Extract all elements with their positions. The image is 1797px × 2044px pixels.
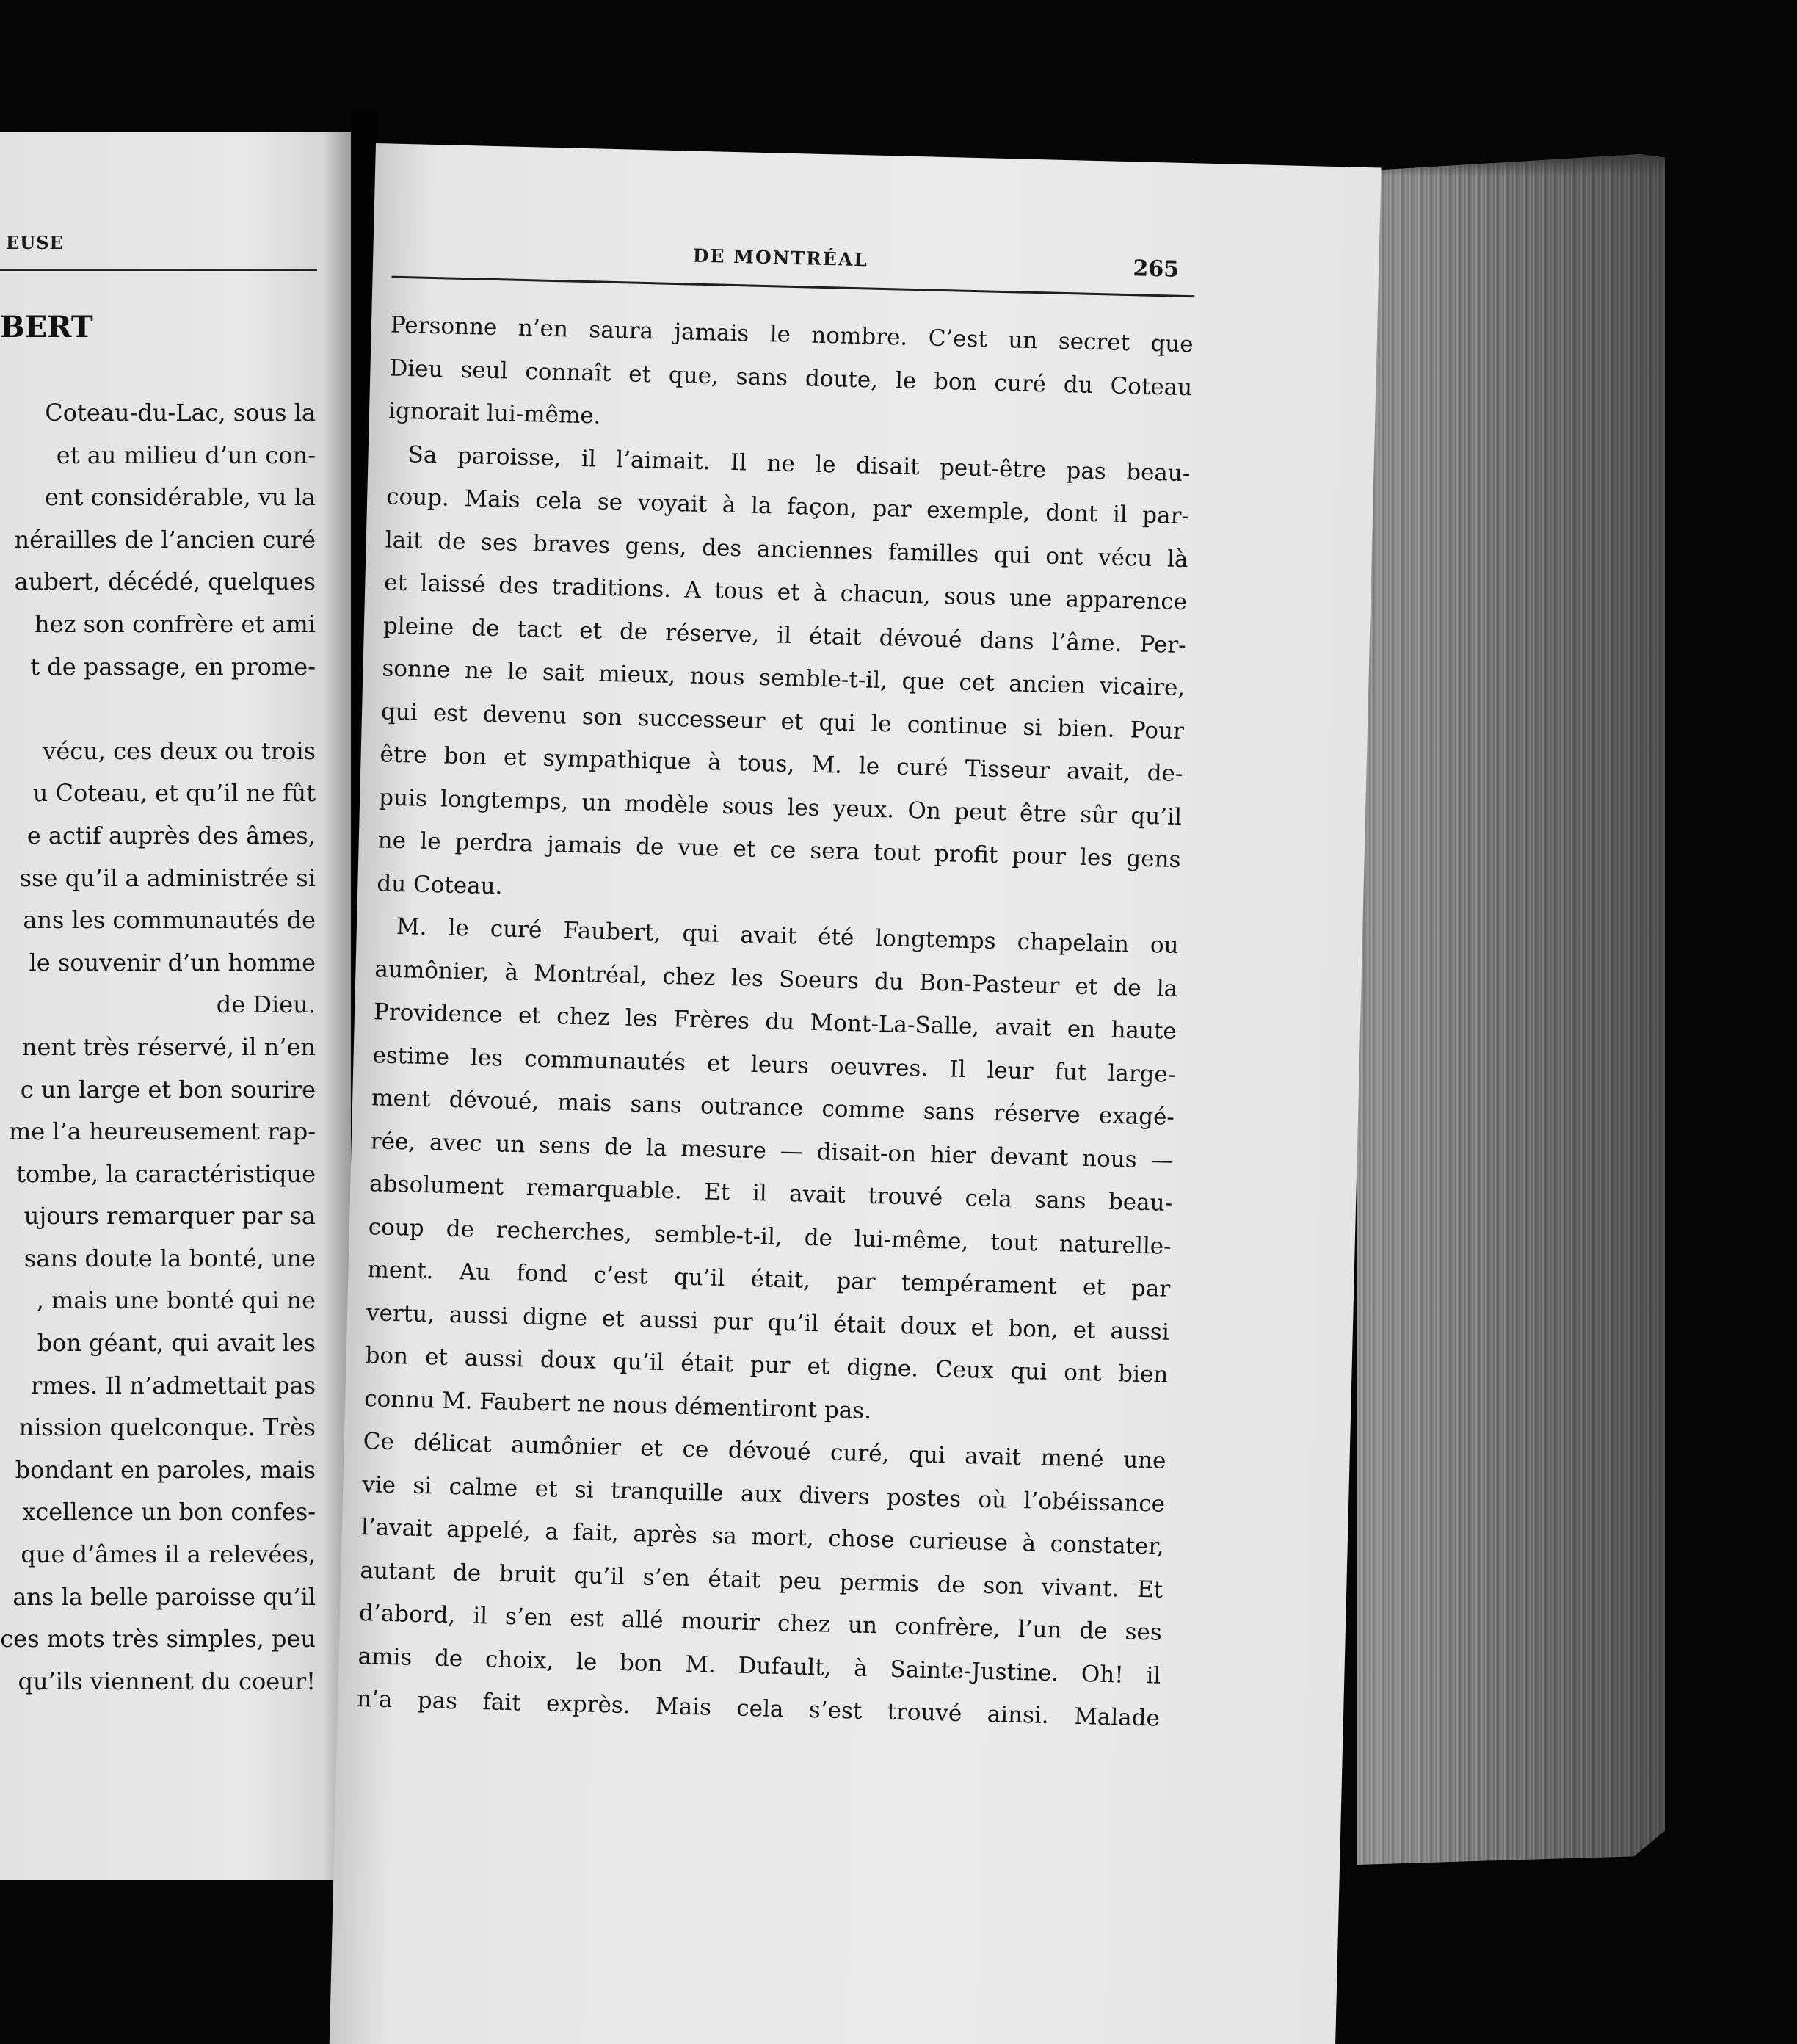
text-line: le souvenir d’un homme xyxy=(29,948,316,976)
text-line: d’abord, il s’en est allé mourir chez un confrère, l’un de ses xyxy=(358,1600,1163,1646)
head-rule xyxy=(392,276,1195,298)
text-line: nission quelconque. Très xyxy=(18,1413,316,1442)
text-line: être bon et sympathique à tous, M. le curé Tisseur avait, de- xyxy=(380,741,1183,788)
text-line: t de passage, en prome- xyxy=(30,652,316,681)
text-line: vertu, aussi digne et aussi pur qu’il était doux et bon, et aussi xyxy=(366,1299,1170,1346)
left-head-rule xyxy=(0,269,317,271)
text-line: bondant en paroles, mais xyxy=(15,1455,316,1484)
text-line: hez son confrère et ami xyxy=(35,609,316,638)
left-text-block xyxy=(0,392,316,1703)
text-line: M. le curé Faubert, qui avait été longtemps chapelain ou xyxy=(396,913,1180,960)
text-line: puis longtemps, un modèle sous les yeux. On peut être sûr qu’il xyxy=(378,783,1183,830)
text-line: absolument remarquable. Et il avait trouvé cela sans beau- xyxy=(369,1170,1173,1217)
text-line: ent considérable, vu la xyxy=(45,483,316,512)
text-line: pleine de tact et de réserve, il était dévoué dans l’âme. Per- xyxy=(382,612,1187,659)
body-text xyxy=(356,304,1194,1741)
text-line: bon géant, qui avait les xyxy=(37,1329,316,1358)
text-line: tombe, la caractéristique xyxy=(16,1159,316,1188)
text-line: ment dévoué, mais sans outrance comme sans réserve exagé- xyxy=(371,1084,1175,1131)
text-line: Dieu seul connaît et que, sans doute, le bon curé du Coteau xyxy=(389,355,1193,401)
right-page xyxy=(324,143,1382,2044)
text-line: coup de recherches, semble-t-il, de lui-même, tout naturelle- xyxy=(368,1213,1172,1260)
page-number: 265 xyxy=(1133,256,1180,283)
text-line: ignorait lui-même. xyxy=(388,397,601,430)
text-line: n’a pas fait exprès. Mais cela s’est trouvé ainsi. Malade xyxy=(356,1686,1161,1732)
text-line: rmes. Il n’admettait pas xyxy=(30,1371,316,1399)
text-line: de Dieu. xyxy=(216,990,316,1019)
text-line: rée, avec un sens de la mesure — disait-on hier devant nous — xyxy=(370,1127,1174,1174)
text-line: qu’ils viennent du coeur! xyxy=(18,1667,316,1695)
text-line: sans doute la bonté, une xyxy=(23,1244,316,1272)
text-line: autant de bruit qu’il s’en était peu permis de son vivant. Et xyxy=(360,1556,1163,1603)
text-line: vie si calme et si tranquille aux divers postes où l’obéissance xyxy=(361,1471,1166,1518)
text-line: amis de choix, le bon M. Dufault, à Sainte-Justine. Oh! il xyxy=(357,1642,1161,1689)
text-line: ans la belle paroisse qu’il xyxy=(12,1582,316,1611)
text-line: aubert, décédé, quelques xyxy=(14,568,316,596)
text-line: qui est devenu son successeur et qui le continue si bien. Pour xyxy=(380,697,1185,744)
text-line: lait de ses braves gens, des anciennes familles qui ont vécu là xyxy=(385,526,1188,573)
text-line: Coteau-du-Lac, sous la xyxy=(45,399,316,427)
text-line: ces mots très simples, peu xyxy=(0,1625,316,1653)
text-line xyxy=(0,688,316,731)
text-line: ans les communautés de xyxy=(23,906,316,935)
text-line: du Coteau. xyxy=(376,869,503,900)
text-line: me l’a heureusement rap- xyxy=(8,1117,316,1146)
running-head: DE MONTRÉAL xyxy=(692,244,869,271)
text-line: xcellence un bon confes- xyxy=(22,1498,316,1526)
text-line: e actif auprès des âmes, xyxy=(26,821,316,849)
text-line: ujours remarquer par sa xyxy=(23,1202,316,1231)
text-line: Ce délicat aumônier et ce dévoué curé, qui avait mené une xyxy=(363,1428,1166,1474)
left-chapter-title: BERT xyxy=(0,310,93,344)
text-line: que d’âmes il a relevées, xyxy=(21,1540,316,1569)
text-line: c un large et bon sourire xyxy=(20,1075,316,1103)
text-line: coup. Mais cela se voyait à la façon, par exemple, dont il par- xyxy=(385,483,1190,530)
text-line: Providence et chez les Frères du Mont-La-Salle, avait en haute xyxy=(373,999,1177,1045)
text-line: , mais une bonté qui ne xyxy=(36,1286,316,1315)
text-line: sse qu’il a administrée si xyxy=(19,863,316,892)
text-line: et laissé des traditions. A tous et à chacun, sous une apparence xyxy=(383,569,1188,616)
text-line: l’avait appelé, a fait, après sa mort, chose curieuse à constater, xyxy=(360,1514,1165,1560)
text-line: Personne n’en saura jamais le nombre. C’est un secret que xyxy=(390,311,1194,358)
text-line: et au milieu d’un con- xyxy=(56,441,316,469)
text-line: nent très réservé, il n’en xyxy=(21,1032,316,1061)
text-line: aumônier, à Montréal, chez les Soeurs du Bon-Pasteur et de la xyxy=(374,955,1178,1002)
left-running-head: EUSE xyxy=(6,232,64,253)
text-line: Sa paroisse, il l’aimait. Il ne le disait peut-être pas beau- xyxy=(407,441,1191,487)
text-line: connu M. Faubert ne nous démentiront pas. xyxy=(363,1385,872,1424)
text-line: ment. Au fond c’est qu’il était, par tempérament et par xyxy=(367,1256,1171,1302)
text-line: sonne ne le sait mieux, nous semble-t-il, que cet ancien vicaire, xyxy=(382,655,1186,702)
text-line: bon et aussi doux qu’il était pur et digne. Ceux qui ont bien xyxy=(365,1342,1169,1388)
text-line: estime les communautés et leurs oeuvres. Il leur fut large- xyxy=(372,1041,1176,1088)
page-block-edge xyxy=(1357,154,1665,1865)
text-line: nérailles de l’ancien curé xyxy=(14,525,316,554)
text-line: u Coteau, et qu’il ne fût xyxy=(32,779,316,808)
text-line: ne le perdra jamais de vue et ce sera tout profit pour les gens xyxy=(377,827,1181,874)
text-line: vécu, ces deux ou trois xyxy=(43,736,316,765)
left-page xyxy=(0,132,351,1880)
